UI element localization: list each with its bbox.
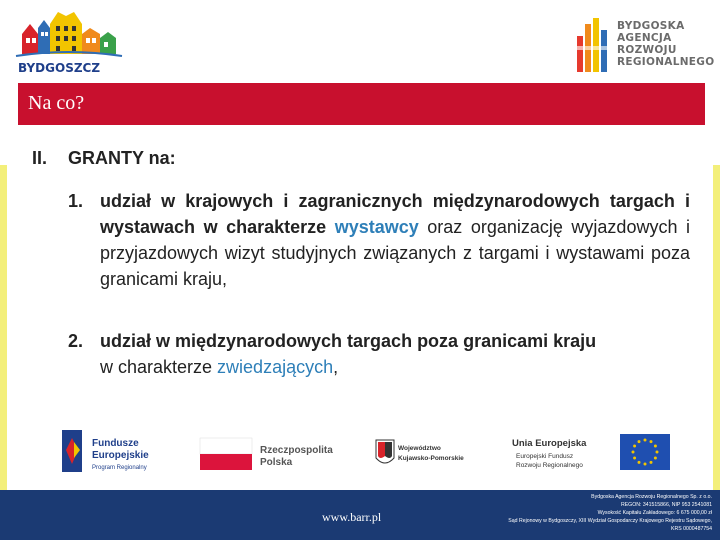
- rzeczpospolita-polska-logo: [200, 438, 333, 470]
- agency-logo-line: AGENCJA: [617, 32, 672, 44]
- section-number: II.: [32, 148, 48, 168]
- page-title: Na co?: [28, 92, 85, 114]
- eu-logo-line: Rozwoju Regionalnego: [516, 462, 583, 469]
- funds-logo-line: Program Regionalny: [92, 465, 147, 471]
- fundusze-europejskie-logo: [62, 430, 149, 472]
- company-info-line: Bydgoska Agencja Rozwoju Regionalnego Sp. z o.o.: [591, 494, 712, 500]
- website-link[interactable]: www.barr.pl: [322, 510, 382, 524]
- poland-logo-line: Rzeczpospolita: [260, 445, 333, 456]
- right-accent-bar: [713, 165, 720, 490]
- bydgoszcz-city-logo: [8, 6, 126, 76]
- company-info-line: Sąd Rejonowy w Bydgoszczy, XIII Wydział Gospodarczy Krajowego Rejestru Sądowego,: [508, 518, 712, 524]
- city-logo-text: BYDGOSZCZ: [18, 61, 101, 75]
- list-item: [68, 328, 690, 384]
- kujawsko-pomorskie-logo: [376, 440, 464, 463]
- funds-logo-line: Europejskie: [92, 450, 149, 461]
- section-title: GRANTY na:: [68, 148, 176, 168]
- funds-logo-line: Fundusze: [92, 438, 139, 449]
- left-accent-bar: [0, 165, 7, 490]
- list-item-text-part: udział w krajowych i zagranicznych międzynarodowych targach i wystawach w charakterze: [100, 191, 690, 237]
- company-info-line: KRS 0000487754: [671, 526, 712, 532]
- list-item-text: [100, 188, 690, 292]
- list-item: [68, 188, 690, 298]
- unia-europejska-logo: [512, 434, 670, 470]
- company-info-line: REGON: 341515866, NIP 953 2541081: [620, 502, 712, 508]
- list-item-number: 1.: [68, 191, 84, 211]
- region-logo-line: Województwo: [398, 445, 441, 452]
- eu-logo-line: Unia Europejska: [512, 438, 587, 449]
- title-bar: [18, 83, 705, 125]
- highlight-term: wystawcy: [334, 217, 419, 237]
- region-logo-line: Kujawsko-Pomorskie: [398, 455, 464, 462]
- list-item-text-part: ,: [333, 357, 339, 377]
- agency-logo-icon: [575, 18, 611, 74]
- agency-logo: [575, 18, 715, 78]
- company-info-line: Wysokość Kapitału Zakładowego: 6 675 000,00 zł: [597, 510, 712, 516]
- list-item-text-part: w charakterze: [100, 357, 218, 377]
- poland-logo-line: Polska: [260, 457, 293, 468]
- agency-logo-line: REGIONALNEGO: [617, 56, 715, 68]
- list-item-text: [100, 328, 596, 380]
- list-item-text-part: udział w międzynarodowych targach poza granicami kraju: [100, 331, 597, 351]
- company-info: [508, 493, 712, 533]
- eu-funding-logos: [40, 420, 680, 490]
- highlight-term: zwiedzających: [217, 357, 334, 377]
- list-item-number: 2.: [68, 331, 84, 351]
- list-item-text-part: oraz organizację wyjazdowych i przyjazdowych wizyt studyjnych związanych z targami i wystawami poza granicami kraju,: [100, 217, 690, 289]
- footer: [0, 490, 720, 540]
- agency-logo-line: ROZWOJU: [617, 44, 677, 56]
- eu-logo-line: Europejski Fundusz: [516, 453, 574, 460]
- agency-logo-line: BYDGOSKA: [617, 20, 685, 32]
- section-heading: [32, 148, 176, 169]
